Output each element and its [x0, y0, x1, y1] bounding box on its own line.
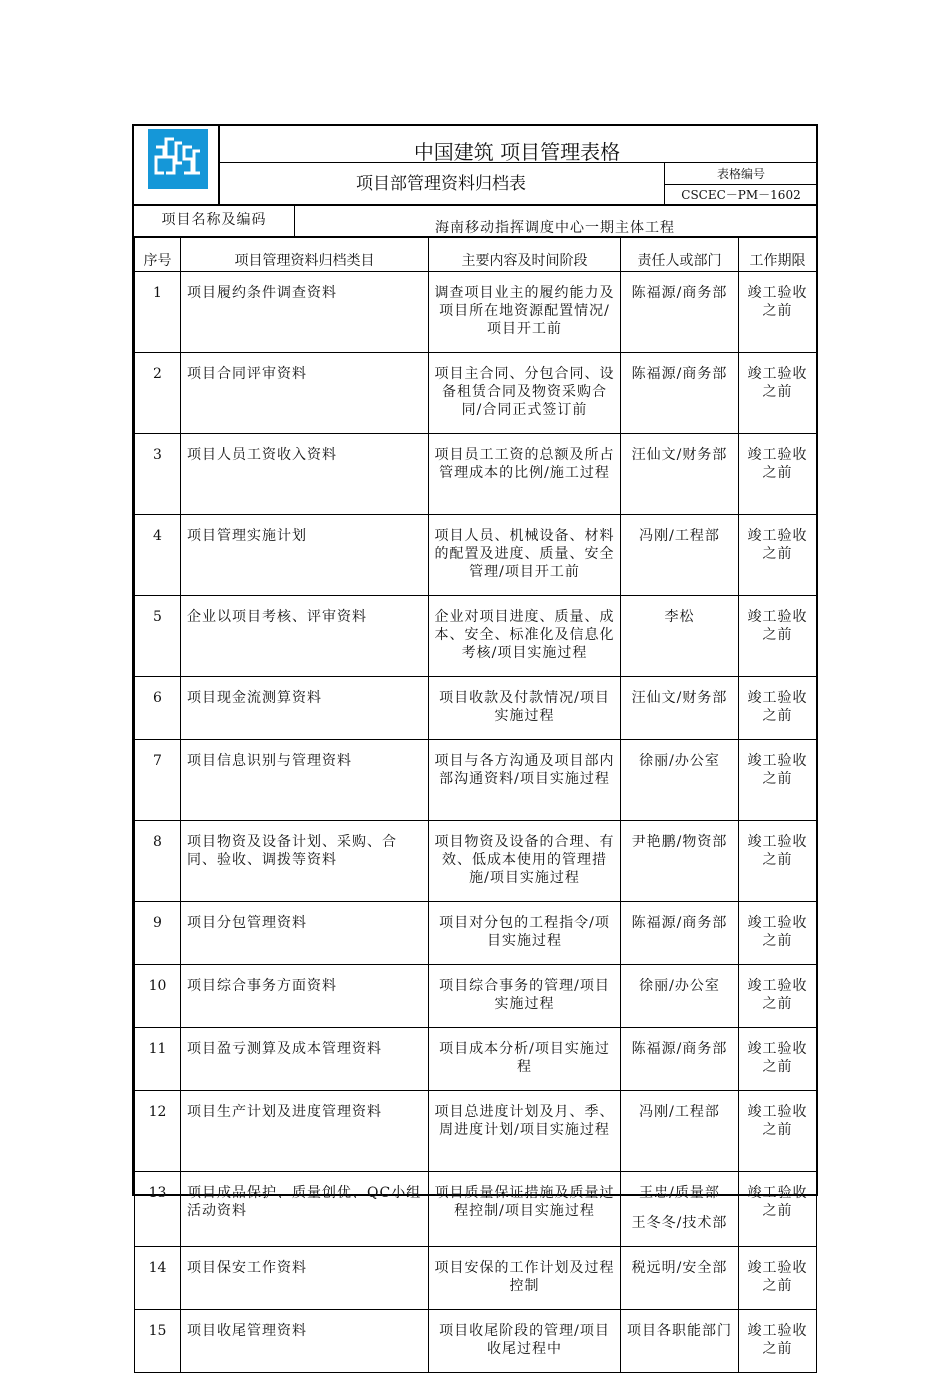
row-owner	[621, 272, 739, 353]
row-no: 12	[135, 1091, 181, 1172]
row-content: 项目主合同、分包合同、设备租赁合同及物资采购合同/合同正式签订前	[429, 353, 621, 434]
column-header-owner: 责任人或部门	[621, 237, 739, 272]
row-deadline: 竣工验收之前	[739, 965, 817, 1028]
column-header-category: 项目管理资料归档类目	[181, 237, 429, 272]
form-code-label: 表格编号	[665, 164, 817, 185]
row-owner-primary: 尹艳鹏/物资部	[631, 834, 728, 850]
row-no: 1	[135, 272, 181, 353]
project-label: 项目名称及编码	[134, 206, 295, 236]
row-deadline: 竣工验收之前	[739, 1028, 817, 1091]
row-owner-primary: 陈福源/商务部	[631, 915, 728, 931]
row-owner-secondary: 王冬冬/技术部	[631, 1215, 728, 1231]
row-deadline: 竣工验收之前	[739, 902, 817, 965]
row-no: 14	[135, 1247, 181, 1310]
row-owner-primary: 冯刚/工程部	[639, 1104, 720, 1120]
column-header-content: 主要内容及时间阶段	[429, 237, 621, 272]
row-no: 9	[135, 902, 181, 965]
form-title: 中国建筑 项目管理表格	[218, 126, 816, 163]
row-category: 项目信息识别与管理资料	[181, 740, 429, 821]
row-owner	[621, 515, 739, 596]
table-row	[135, 821, 817, 902]
row-owner	[621, 1028, 739, 1091]
table-row	[135, 740, 817, 821]
row-category: 项目盈亏测算及成本管理资料	[181, 1028, 429, 1091]
row-no: 13	[135, 1172, 181, 1247]
row-owner-primary: 陈福源/商务部	[631, 285, 728, 301]
form-code-box	[664, 162, 817, 205]
row-owner-primary: 陈福源/商务部	[631, 1041, 728, 1057]
row-category: 项目生产计划及进度管理资料	[181, 1091, 429, 1172]
row-owner	[621, 740, 739, 821]
table-row	[135, 596, 817, 677]
row-owner-primary: 汪仙文/财务部	[631, 447, 728, 463]
row-owner-primary: 王忠/质量部	[639, 1185, 720, 1201]
row-content: 项目人员、机械设备、材料的配置及进度、质量、安全管理/项目开工前	[429, 515, 621, 596]
row-category: 项目成品保护、质量创优、QC小组活动资料	[181, 1172, 429, 1247]
row-owner-primary: 冯刚/工程部	[639, 528, 720, 544]
row-deadline: 竣工验收之前	[739, 1091, 817, 1172]
row-category: 项目履约条件调查资料	[181, 272, 429, 353]
row-deadline: 竣工验收之前	[739, 677, 817, 740]
column-header-no: 序号	[135, 237, 181, 272]
project-value: 海南移动指挥调度中心一期主体工程	[435, 220, 675, 236]
row-owner	[621, 1091, 739, 1172]
row-content: 企业对项目进度、质量、成本、安全、标准化及信息化考核/项目实施过程	[429, 596, 621, 677]
row-no: 3	[135, 434, 181, 515]
row-content: 项目对分包的工程指令/项目实施过程	[429, 902, 621, 965]
row-content: 项目员工工资的总额及所占管理成本的比例/施工过程	[429, 434, 621, 515]
row-deadline: 竣工验收之前	[739, 1310, 817, 1373]
row-no: 7	[135, 740, 181, 821]
row-owner-primary: 李松	[664, 609, 695, 625]
row-no: 8	[135, 821, 181, 902]
row-category: 企业以项目考核、评审资料	[181, 596, 429, 677]
row-category: 项目现金流测算资料	[181, 677, 429, 740]
row-no: 6	[135, 677, 181, 740]
table-row	[135, 1028, 817, 1091]
column-header-deadline: 工作期限	[739, 237, 817, 272]
row-deadline: 竣工验收之前	[739, 1247, 817, 1310]
row-content: 项目成本分析/项目实施过程	[429, 1028, 621, 1091]
row-content: 项目与各方沟通及项目部内部沟通资料/项目实施过程	[429, 740, 621, 821]
row-owner	[621, 434, 739, 515]
row-no: 11	[135, 1028, 181, 1091]
row-owner	[621, 1247, 739, 1310]
table-row	[135, 1172, 817, 1247]
row-category: 项目合同评审资料	[181, 353, 429, 434]
row-owner-primary: 汪仙文/财务部	[631, 690, 728, 706]
table-header-row	[135, 237, 817, 272]
row-owner-primary: 徐丽/办公室	[639, 753, 720, 769]
table-row	[135, 1247, 817, 1310]
form-sheet	[132, 124, 818, 1357]
form-code-value: CSCEC－PM－1602	[681, 188, 801, 202]
table-row	[135, 272, 817, 353]
archive-table	[134, 236, 817, 1373]
row-owner	[621, 1172, 739, 1247]
row-content: 项目综合事务的管理/项目实施过程	[429, 965, 621, 1028]
table-row	[135, 965, 817, 1028]
row-content: 项目物资及设备的合理、有效、低成本使用的管理措施/项目实施过程	[429, 821, 621, 902]
row-owner	[621, 902, 739, 965]
row-deadline: 竣工验收之前	[739, 353, 817, 434]
row-content: 项目安保的工作计划及过程控制	[429, 1247, 621, 1310]
row-deadline: 竣工验收之前	[739, 434, 817, 515]
row-no: 10	[135, 965, 181, 1028]
row-content: 项目总进度计划及月、季、周进度计划/项目实施过程	[429, 1091, 621, 1172]
row-deadline: 竣工验收之前	[739, 272, 817, 353]
row-category: 项目物资及设备计划、采购、合同、验收、调拨等资料	[181, 821, 429, 902]
row-owner	[621, 596, 739, 677]
row-content: 调查项目业主的履约能力及项目所在地资源配置情况/项目开工前	[429, 272, 621, 353]
row-category: 项目人员工资收入资料	[181, 434, 429, 515]
row-owner-primary: 徐丽/办公室	[639, 978, 720, 994]
row-owner	[621, 821, 739, 902]
row-owner	[621, 353, 739, 434]
row-category: 项目管理实施计划	[181, 515, 429, 596]
logo-cell	[134, 126, 220, 204]
row-owner	[621, 965, 739, 1028]
row-content: 项目收尾阶段的管理/项目收尾过程中	[429, 1310, 621, 1373]
table-row	[135, 515, 817, 596]
row-deadline: 竣工验收之前	[739, 740, 817, 821]
row-category: 项目分包管理资料	[181, 902, 429, 965]
row-no: 5	[135, 596, 181, 677]
project-row	[134, 206, 816, 236]
table-row	[135, 434, 817, 515]
row-deadline: 竣工验收之前	[739, 1172, 817, 1247]
row-owner-primary: 项目各职能部门	[627, 1323, 732, 1339]
row-deadline: 竣工验收之前	[739, 596, 817, 677]
table-row	[135, 1310, 817, 1373]
row-no: 15	[135, 1310, 181, 1373]
row-content: 项目收款及付款情况/项目实施过程	[429, 677, 621, 740]
row-category: 项目综合事务方面资料	[181, 965, 429, 1028]
row-no: 4	[135, 515, 181, 596]
table-row	[135, 353, 817, 434]
cscec-logo-mark	[152, 133, 204, 185]
row-category: 项目保安工作资料	[181, 1247, 429, 1310]
form-subtitle: 项目部管理资料归档表	[356, 174, 526, 194]
row-owner	[621, 677, 739, 740]
row-no: 2	[135, 353, 181, 434]
table-row	[135, 677, 817, 740]
table-body	[135, 272, 817, 1373]
row-deadline: 竣工验收之前	[739, 515, 817, 596]
row-owner	[621, 1310, 739, 1373]
cscec-logo-icon	[148, 129, 208, 189]
row-content: 项目质量保证措施及质量过程控制/项目实施过程	[429, 1172, 621, 1247]
table-row	[135, 902, 817, 965]
row-owner-primary: 陈福源/商务部	[631, 366, 728, 382]
row-deadline: 竣工验收之前	[739, 821, 817, 902]
row-owner-primary: 税远明/安全部	[631, 1260, 728, 1276]
table-row	[135, 1091, 817, 1172]
row-category: 项目收尾管理资料	[181, 1310, 429, 1373]
